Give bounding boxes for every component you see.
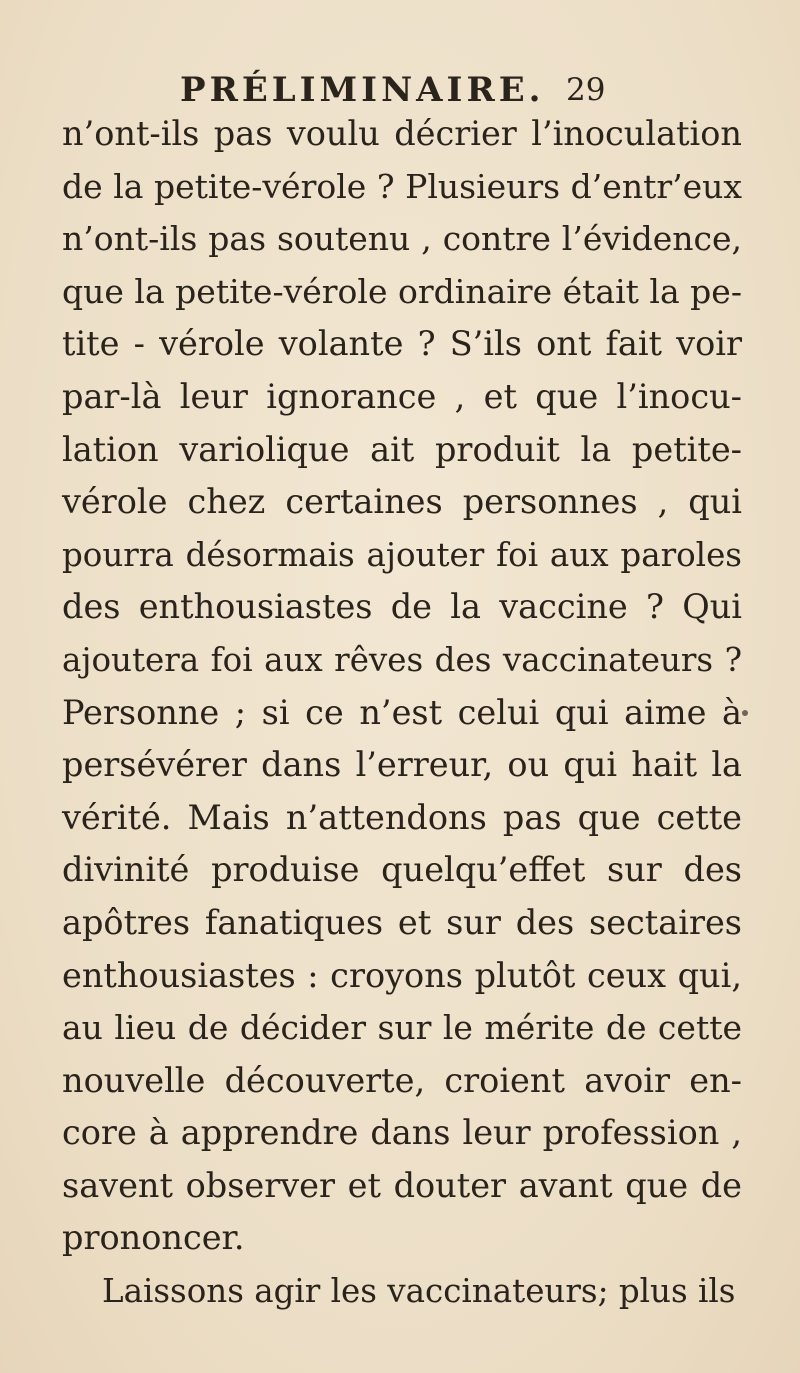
text-line: savent observer et douter avant que de <box>62 1165 742 1205</box>
text-line: par-là leur ignorance , et que l’inocu- <box>62 376 742 416</box>
text-line: que la petite-vérole ordinaire était la pe- <box>62 271 742 311</box>
text-line: vérole chez certaines personnes , qui <box>62 482 742 522</box>
page-number: 29 <box>566 72 606 108</box>
text-line: persévérer dans l’erreur, ou qui hait la <box>62 745 742 785</box>
text-line: tite - vérole volante ? S’ils ont fait voir <box>62 324 742 364</box>
ink-speck <box>742 710 748 716</box>
body-text <box>62 108 742 1318</box>
text-line: lation variolique ait produit la petite- <box>62 429 742 469</box>
text-line: divinité produise quelqu’effet sur des <box>62 850 742 890</box>
text-line: de la petite-vérole ? Plusieurs d’entr’eux <box>62 166 742 206</box>
paragraph-start-line: Laissons agir les vaccinateurs; plus ils <box>102 1272 736 1311</box>
paragraph-end-line: prononcer. <box>62 1218 245 1258</box>
text-line: n’ont-ils pas soutenu , contre l’évidence, <box>62 219 742 259</box>
text-line: des enthousiastes de la vaccine ? Qui <box>62 587 742 627</box>
text-line: enthousiastes : croyons plutôt ceux qui, <box>62 955 742 995</box>
text-line: vérité. Mais n’attendons pas que cette <box>62 797 742 837</box>
text-line: n’ont-ils pas voulu décrier l’inoculation <box>62 114 742 153</box>
text-line: Personne ; si ce n’est celui qui aime à <box>62 692 742 732</box>
text-line: au lieu de décider sur le mérite de cette <box>62 1008 742 1048</box>
text-line: apôtres fanatiques et sur des sectaires <box>62 902 742 942</box>
running-title: PRÉLIMINAIRE. <box>180 70 545 110</box>
text-line: ajoutera foi aux rêves des vaccinateurs ? <box>62 640 742 679</box>
text-line: nouvelle découverte, croient avoir en- <box>62 1060 742 1100</box>
text-line: pourra désormais ajouter foi aux paroles <box>62 535 742 574</box>
text-line: core à apprendre dans leur profession , <box>62 1113 742 1153</box>
